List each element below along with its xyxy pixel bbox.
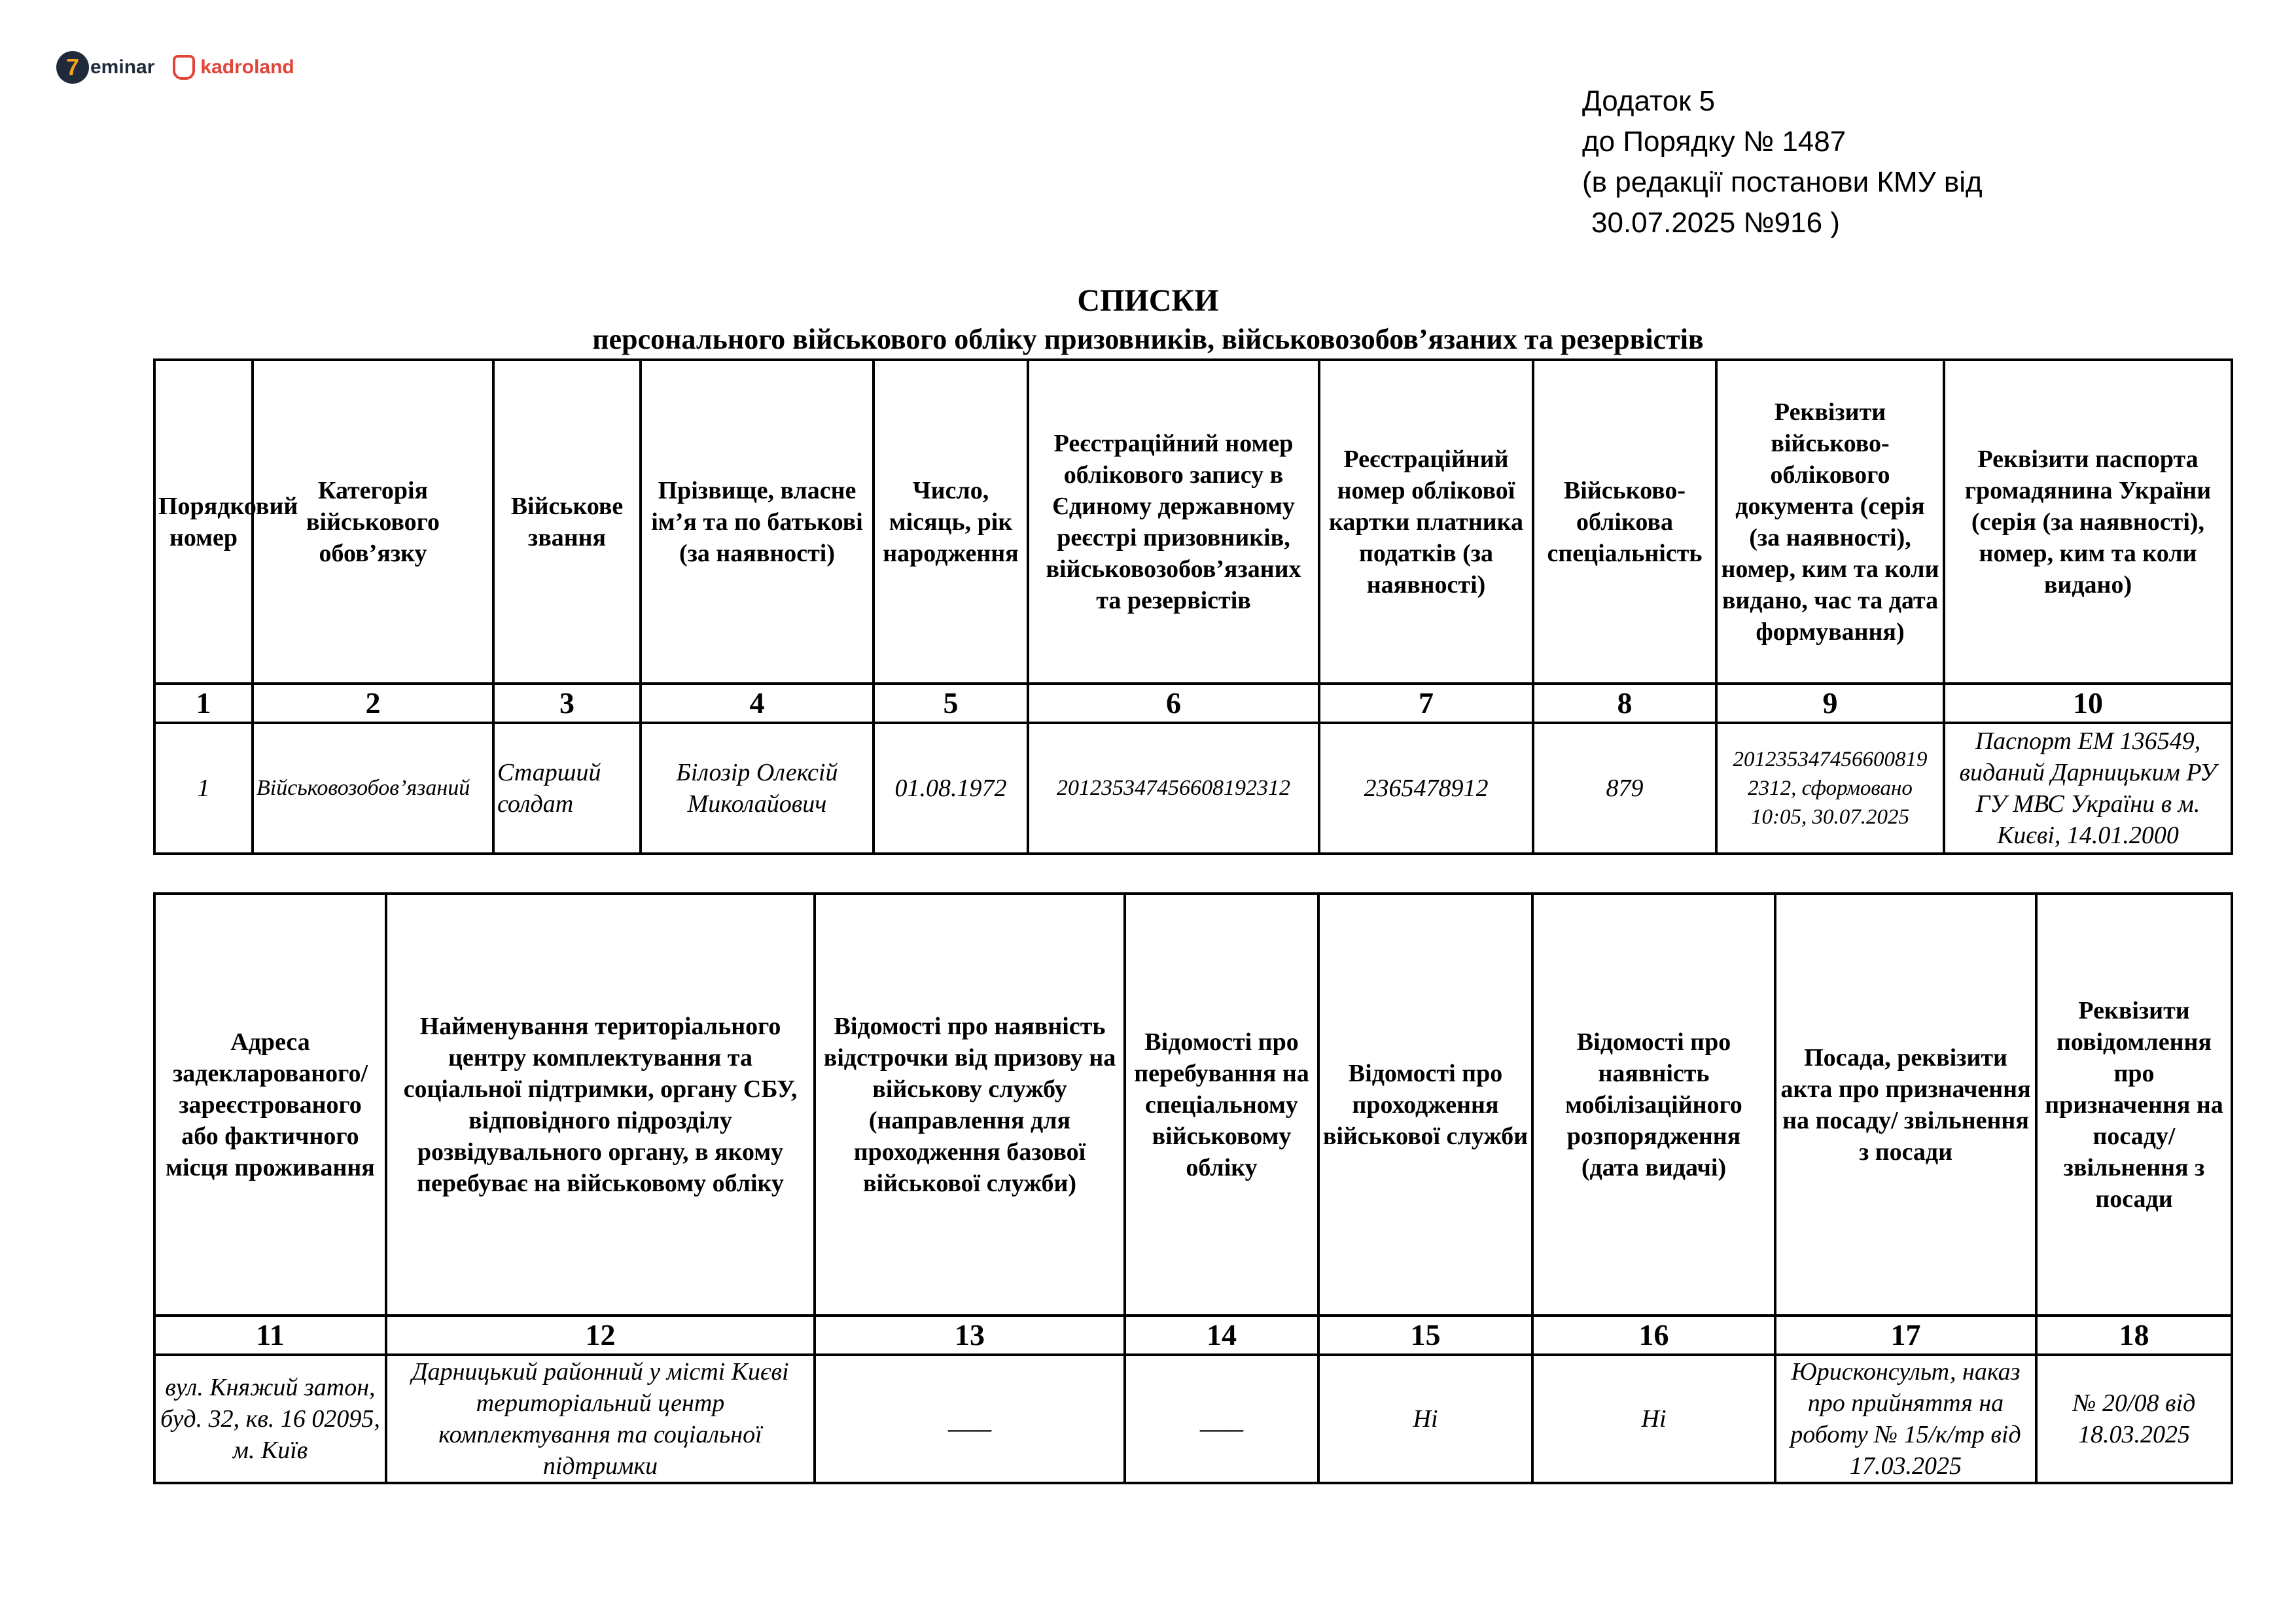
column-number: 18 [2036, 1316, 2232, 1355]
document-title: СПИСКИ [1077, 283, 1219, 318]
column-number: 4 [641, 684, 874, 723]
column-number: 15 [1318, 1316, 1532, 1355]
cell-birth-date: 01.08.1972 [874, 723, 1028, 854]
kadroland-logo-text: kadroland [200, 56, 294, 78]
column-header: Реквізити військово-облікового документа (серія (за наявності), номер, ким та коли видано, час та дата формування) [1716, 360, 1944, 684]
seminar-logo [56, 51, 154, 84]
seminar-logo-mark: 7 [56, 51, 89, 84]
column-header: Посада, реквізити акта про призначення на посаду/ звільнення з посади [1775, 894, 2036, 1316]
cell-military-service: Ні [1318, 1355, 1532, 1483]
column-header: Відомості про проходження військової служби [1318, 894, 1532, 1316]
column-header: Прізвище, власне ім’я та по батькові (за наявності) [641, 360, 874, 684]
cell-notification: № 20/08 від 18.03.2025 [2036, 1355, 2232, 1483]
appendix-line: до Порядку № 1487 [1582, 126, 1846, 158]
cell-full-name: Білозір Олексій Миколайович [641, 723, 874, 854]
appendix-line: Додаток 5 [1582, 85, 1716, 117]
column-header: Реєстраційний номер облікового запису в Єдиному державному реєстрі призовників, військовозобов’язаних та резервістів [1028, 360, 1319, 684]
cell-category: Військовозобов’язаний [253, 723, 493, 854]
cell-registry-number: 20123534745660819231​2 [1028, 723, 1319, 854]
column-number: 7 [1319, 684, 1533, 723]
cell-address: вул. Княжий затон, буд. 32, кв. 16 02095, м. Київ [154, 1355, 386, 1483]
column-header: Адреса задекларованого/ зареєстрованого або фактичного місця проживання [154, 894, 386, 1316]
header-row [154, 360, 2232, 684]
column-header: Реквізити повідомлення про призначення на посаду/ звільнення з посади [2036, 894, 2232, 1316]
cell-military-document: 201235347456600819 2312, сформовано 10:05, 30.07.2025 [1716, 723, 1944, 854]
column-header: Число, місяць, рік народження [874, 360, 1028, 684]
cell-military-specialty: 879 [1533, 723, 1716, 854]
cell-deferment: ___ [815, 1355, 1125, 1483]
records-table-part-2 [153, 892, 2233, 1484]
column-header: Відомості про наявність відстрочки від призову на військову службу (направлення для проходження базової військової служби) [815, 894, 1125, 1316]
column-number: 5 [874, 684, 1028, 723]
cell-position-act: Юрисконсульт, наказ про прийняття на роботу № 15/к/тр від 17.03.2025 [1775, 1355, 2036, 1483]
column-number: 10 [1944, 684, 2232, 723]
column-header: Категорія військового обов’язку [253, 360, 493, 684]
column-header: Реквізити паспорта громадянина України (серія (за наявності), номер, ким та коли видано) [1944, 360, 2232, 684]
column-number: 14 [1125, 1316, 1318, 1355]
column-number: 17 [1775, 1316, 2036, 1355]
column-number: 6 [1028, 684, 1319, 723]
column-header: Відомості про наявність мобілізаційного розпорядження (дата видачі) [1532, 894, 1775, 1316]
cell-special-record: ___ [1125, 1355, 1318, 1483]
appendix-note [1582, 81, 1983, 243]
column-header: Реєстраційний номер облікової картки платника податків (за наявності) [1319, 360, 1533, 684]
cell-order-number: 1 [154, 723, 253, 854]
header-row [154, 894, 2232, 1316]
document-subtitle: персонального військового обліку призовників, військовозобов’язаних та резервістів [592, 323, 1704, 355]
appendix-line: 30.07.2025 №916 ) [1591, 207, 1840, 239]
column-number-row [154, 684, 2232, 723]
table-row [154, 1355, 2232, 1483]
column-number: 11 [154, 1316, 386, 1355]
cell-territorial-center: Дарницький районний у місті Києві територіальний центр комплектування та соціальної підтримки [386, 1355, 815, 1483]
cell-tax-number: 2365478912 [1319, 723, 1533, 854]
column-number: 1 [154, 684, 253, 723]
cell-rank: Старший солдат [493, 723, 641, 854]
kadroland-logo-icon [173, 55, 195, 80]
column-number: 12 [386, 1316, 815, 1355]
records-table-part-1 [153, 358, 2233, 855]
column-header: Відомості про перебування на спеціальному військовому обліку [1125, 894, 1318, 1316]
column-header: Військово-облікова спеціальність [1533, 360, 1716, 684]
appendix-line: (в редакції постанови КМУ від [1582, 166, 1983, 198]
column-header: Найменування територіального центру комплектування та соціальної підтримки, органу СБУ, відповідного підрозділу розвідувального органу, в якому перебуває на військовому обліку [386, 894, 815, 1316]
column-number: 13 [815, 1316, 1125, 1355]
cell-passport: Паспорт ЕМ 136549, виданий Дарницьким РУ ГУ МВС України в м. Києві, 14.01.2000 [1944, 723, 2232, 854]
cell-mobilization-order: Ні [1532, 1355, 1775, 1483]
column-number: 16 [1532, 1316, 1775, 1355]
column-number: 9 [1716, 684, 1944, 723]
column-header: Військове звання [493, 360, 641, 684]
column-number: 2 [253, 684, 493, 723]
column-number: 8 [1533, 684, 1716, 723]
seminar-logo-text: eminar [90, 56, 155, 78]
table-row [154, 723, 2232, 854]
column-header: Порядковий номер [154, 360, 253, 684]
kadroland-logo [173, 55, 294, 80]
column-number: 3 [493, 684, 641, 723]
column-number-row [154, 1316, 2232, 1355]
header-logos [56, 51, 294, 84]
